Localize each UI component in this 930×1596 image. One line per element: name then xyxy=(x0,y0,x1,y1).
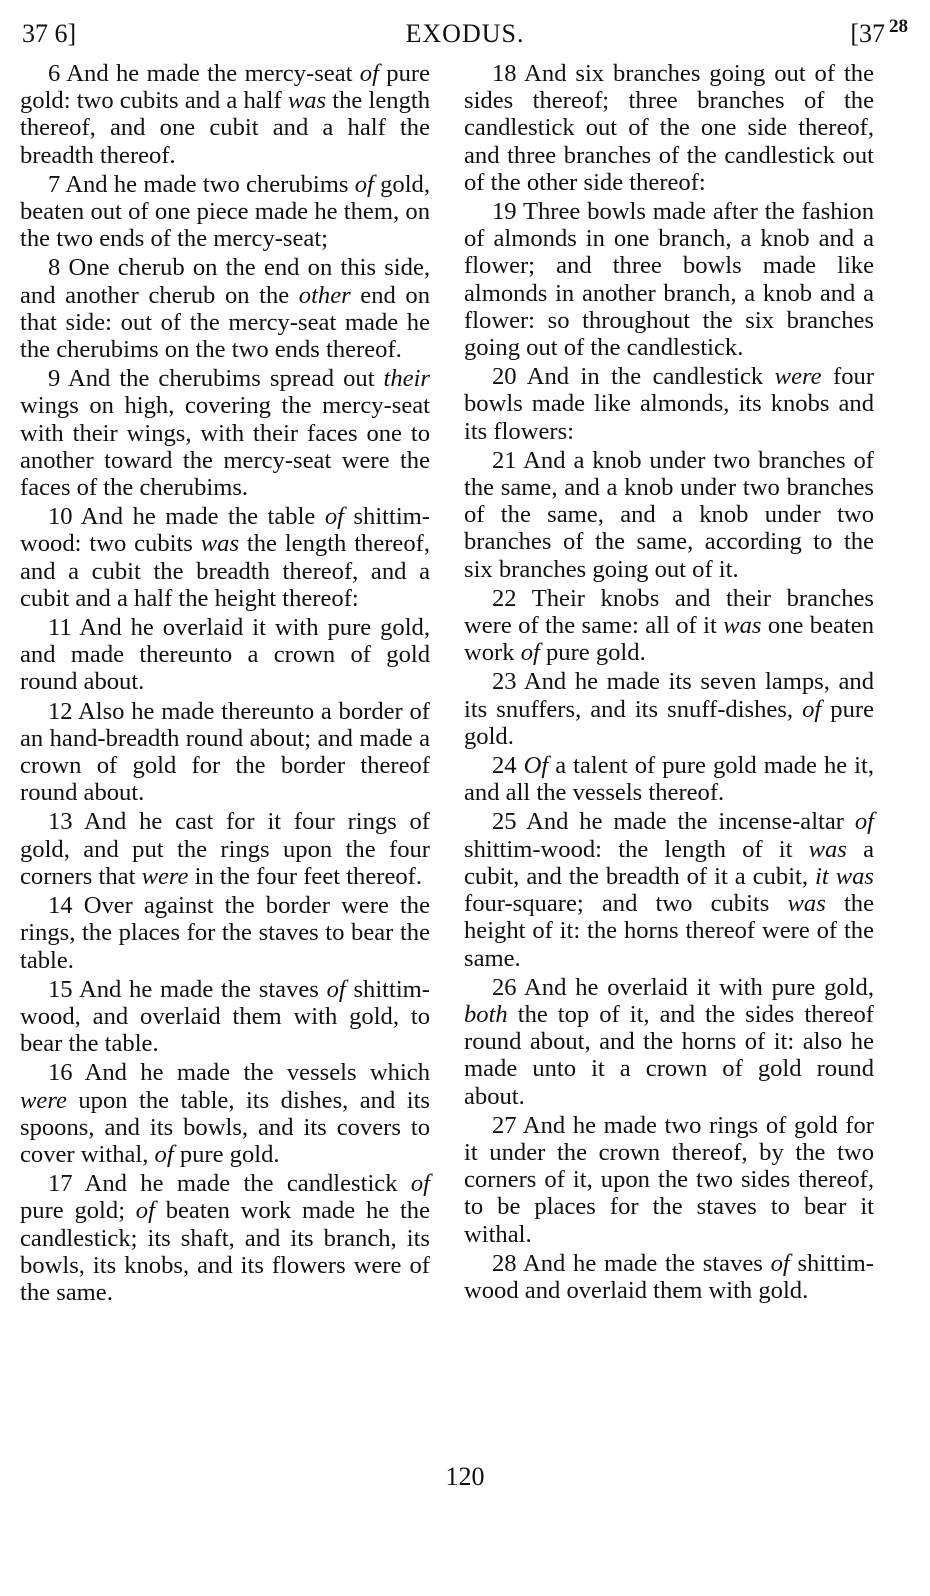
italic-word: it was xyxy=(815,862,874,890)
verse-text: And six branches going out of the sides thereof; three branches of the candlestick out of the one side thereof, and three branches of the candlestick out of the other side thereof: xyxy=(464,60,874,196)
italic-word: were xyxy=(141,862,189,890)
verse-16 xyxy=(20,1059,430,1168)
verse-text: the top of it, and the sides thereof round about, and the horns of it: also he made unto it a crown of gold round about. xyxy=(464,1000,874,1110)
verse-text: pure gold; xyxy=(20,1197,136,1225)
italic-word: of xyxy=(354,170,374,198)
italic-word: of xyxy=(770,1249,790,1277)
italic-word: were xyxy=(774,363,822,391)
verse-text: And he made the staves xyxy=(78,975,327,1003)
verse-text: And he made the candlestick xyxy=(84,1170,411,1198)
verse-17 xyxy=(20,1170,430,1306)
verse-number: 11 xyxy=(48,614,72,642)
italic-word: of xyxy=(135,1197,155,1225)
verse-18 xyxy=(464,60,874,196)
verse-text: And he overlaid it with pure gold, xyxy=(524,973,874,1001)
left-text-column xyxy=(20,60,430,1308)
verse-text: And he overlaid it with pure gold, and made thereunto a crown of gold round about. xyxy=(20,614,431,696)
verse-number: 28 xyxy=(492,1249,517,1277)
verse-21 xyxy=(464,447,874,583)
verse-26 xyxy=(464,974,874,1110)
italic-word: of xyxy=(802,695,822,723)
verse-text: the height of it: the horns thereof were of the same. xyxy=(464,890,874,972)
verse-number: 16 xyxy=(48,1059,73,1087)
verse-23 xyxy=(464,668,874,750)
verse-text: the length thereof, and one cubit and a half the breadth thereof. xyxy=(20,87,430,169)
verse-text: Over against the border were the rings, the places for the staves to bear the table. xyxy=(20,892,430,974)
verse-text: shittim-wood: two cubits xyxy=(20,503,430,558)
verse-text: a talent of pure gold made he it, and all the vessels thereof. xyxy=(464,752,874,807)
verse-6 xyxy=(20,60,430,169)
verse-20 xyxy=(464,363,874,445)
italic-word: both xyxy=(464,1000,508,1028)
verse-text: upon the table, its dishes, and its spoons, and its bowls, and its covers to cover withal, xyxy=(20,1086,430,1168)
verse-text: And the cherubims spread out xyxy=(67,365,384,393)
verse-13 xyxy=(20,808,430,890)
italic-word: was xyxy=(287,87,327,115)
verse-text: four-square; and two cubits xyxy=(464,890,788,918)
verse-number: 8 xyxy=(48,254,61,282)
verse-text: shittim-wood and overlaid them with gold. xyxy=(464,1249,875,1304)
italic-word: Of xyxy=(523,752,549,780)
verse-number: 14 xyxy=(48,892,73,920)
italic-word: were xyxy=(20,1086,67,1114)
italic-word: of xyxy=(324,503,344,531)
verse-25 xyxy=(464,808,874,971)
verse-number: 10 xyxy=(48,503,73,531)
header-chapter-verse-end xyxy=(850,14,908,54)
italic-word: was xyxy=(200,530,240,558)
italic-word: of xyxy=(854,808,874,836)
verse-text: beaten work made he the candlestick; its shaft, and its branch, its bowls, its knobs, and its flowers were of the same. xyxy=(20,1197,430,1306)
right-text-column xyxy=(464,60,874,1306)
verse-text: wings on high, covering the mercy-seat with their wings, with their faces one to another toward the mercy-seat were the faces of the cherubims. xyxy=(20,392,430,502)
verse-text: And he made the staves xyxy=(522,1249,771,1277)
verse-number: 18 xyxy=(492,60,517,87)
verse-text: shittim-wood, and overlaid them with gold, to bear the table. xyxy=(20,975,431,1058)
italic-word: of xyxy=(520,639,540,667)
header-book-title: EXODUS. xyxy=(405,19,525,48)
verse-text: pure gold: two cubits and a half xyxy=(20,60,430,115)
verse-10 xyxy=(20,503,430,612)
verse-15 xyxy=(20,976,430,1058)
verse-number: 27 xyxy=(492,1111,517,1139)
verse-number: 24 xyxy=(492,752,517,780)
verse-number: 25 xyxy=(492,808,517,836)
italic-word: of xyxy=(410,1170,430,1198)
verse-19 xyxy=(464,198,874,361)
italic-word: was xyxy=(787,890,826,918)
italic-word: was xyxy=(808,835,847,863)
verse-text: pure gold. xyxy=(539,639,646,667)
verse-12 xyxy=(20,698,430,807)
verse-number: 6 xyxy=(48,60,61,87)
running-header xyxy=(22,14,908,54)
verse-text: Their knobs and their branches were of the same: all of it xyxy=(464,584,874,640)
italic-word: of xyxy=(154,1140,174,1168)
verse-7 xyxy=(20,171,430,253)
verse-text: And he made the mercy-seat xyxy=(66,60,360,87)
verse-number: 13 xyxy=(48,808,73,836)
verse-text: And he made the incense-altar xyxy=(526,808,855,836)
verse-number: 19 xyxy=(492,198,517,226)
verse-number: 23 xyxy=(492,668,517,696)
verse-text: a cubit, and the breadth of it a cubit, xyxy=(464,835,874,890)
verse-text: pure gold. xyxy=(173,1140,280,1168)
verse-24 xyxy=(464,752,874,806)
verse-text: And in the candlestick xyxy=(526,363,775,391)
verse-27 xyxy=(464,1112,874,1248)
italic-word: was xyxy=(723,612,762,640)
page-number: 120 xyxy=(445,1462,485,1491)
verse-text: the length thereof, and a cubit the breadth thereof, and a cubit and a half the height thereof: xyxy=(20,530,430,612)
verse-number: 12 xyxy=(48,697,73,725)
verse-text: one beaten work xyxy=(464,612,874,667)
italic-word: other xyxy=(298,281,351,309)
verse-text: end on that side: out of the mercy-seat made he the cherubims on the two ends thereof. xyxy=(20,281,430,364)
verse-text: One cherub on the end on this side, and another cherub on the xyxy=(20,254,431,309)
verse-number: 20 xyxy=(492,363,517,391)
verse-number: 7 xyxy=(48,170,61,198)
verse-22 xyxy=(464,585,874,667)
verse-text: And he made the table xyxy=(80,503,325,531)
verse-8 xyxy=(20,254,430,363)
verse-number: 15 xyxy=(48,975,73,1003)
verse-9 xyxy=(20,365,430,501)
verse-text: gold, beaten out of one piece made he them, on the two ends of the mercy-seat; xyxy=(20,170,430,253)
verse-text: And he made its seven lamps, and its snuffers, and its snuff-dishes, xyxy=(464,668,874,723)
verse-14 xyxy=(20,892,430,974)
header-verse-end: 28 xyxy=(889,16,908,38)
verse-text: shittim-wood: the length of it xyxy=(464,835,809,863)
verse-number: 22 xyxy=(492,584,517,612)
verse-number: 21 xyxy=(492,446,517,474)
header-chapter-end: [37 xyxy=(850,19,885,48)
verse-number: 26 xyxy=(492,973,517,1001)
verse-number: 17 xyxy=(48,1170,73,1198)
verse-number: 9 xyxy=(48,365,61,393)
verse-text: four bowls made like almonds, its knobs and its flowers: xyxy=(464,363,875,445)
verse-text: And he made two cherubims xyxy=(65,170,355,198)
italic-word: of xyxy=(326,975,346,1003)
verse-text: in the four feet thereof. xyxy=(188,862,423,890)
verse-28 xyxy=(464,1250,874,1304)
verse-text: pure gold. xyxy=(464,695,874,750)
verse-text: And a knob under two branches of the same, and a knob under two branches of the same, and a knob under two branches of the same, according to the six branches going out of it. xyxy=(464,446,874,583)
verse-text: Three bowls made after the fashion of almonds in one branch, a knob and a flower; and three bowls made like almonds in another branch, a knob and a flower: so throughout the six branches going out of the candlestick. xyxy=(464,198,874,362)
header-chapter-verse-start: 37 6] xyxy=(22,19,77,48)
italic-word: of xyxy=(359,60,379,87)
italic-word: their xyxy=(383,365,430,393)
verse-text: And he made the vessels which xyxy=(84,1059,430,1087)
verse-11 xyxy=(20,614,430,696)
verse-text: And he made two rings of gold for it under the crown thereof, by the two corners of it, upon the two sides thereof, to be places for the staves to bear it withal. xyxy=(464,1111,874,1248)
verse-text: Also he made thereunto a border of an hand-breadth round about; and made a crown of gold for the border thereof round about. xyxy=(20,697,430,807)
verse-text: And he cast for it four rings of gold, and put the rings upon the four corners that xyxy=(20,808,430,890)
